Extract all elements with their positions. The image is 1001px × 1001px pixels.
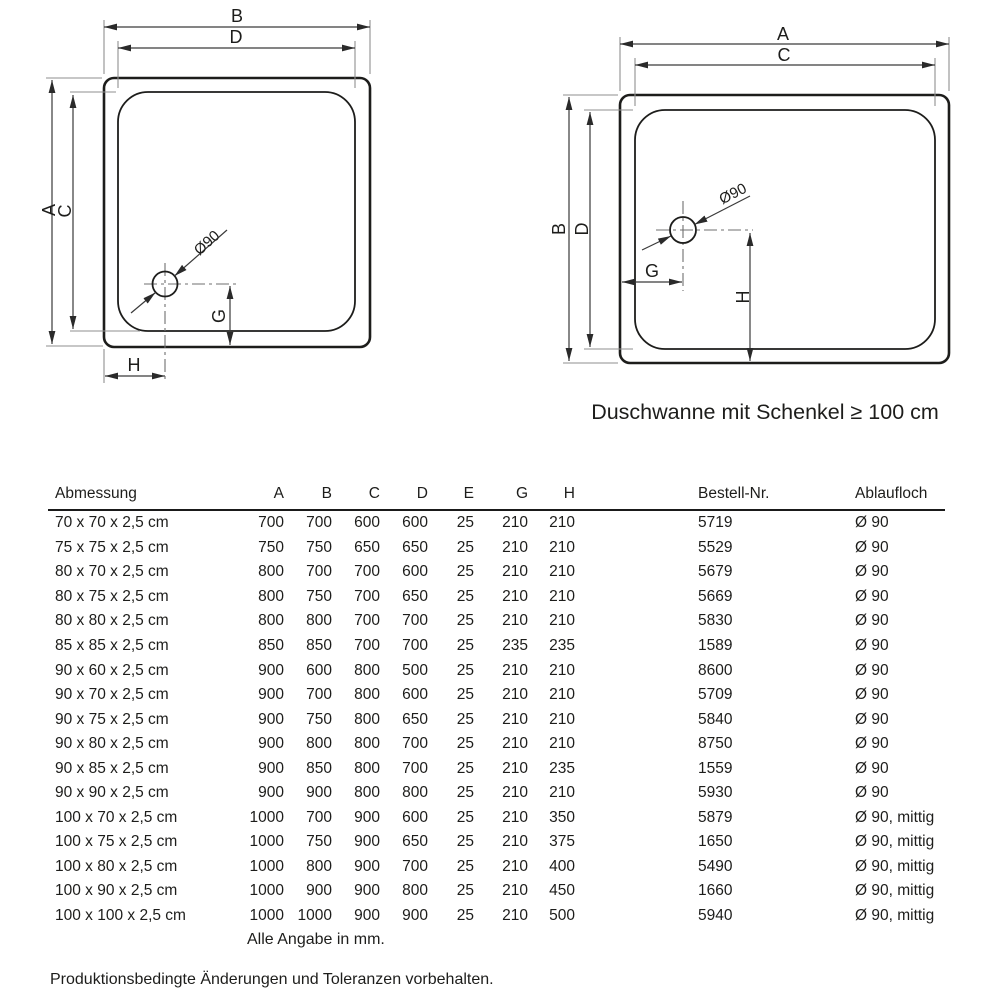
- table-cell: Ø 90: [855, 563, 889, 581]
- table-cell: 210: [502, 538, 528, 556]
- table-cell: 800: [306, 857, 332, 875]
- table-cell: 25: [456, 833, 474, 851]
- drain-symbol: [131, 230, 237, 383]
- dim-label-A: A: [776, 24, 790, 44]
- table-cell: 210: [549, 784, 575, 802]
- table-cell: 90 x 90 x 2,5 cm: [55, 784, 169, 802]
- table-cell: Ø 90: [855, 735, 889, 753]
- table-cell: Ø 90: [855, 637, 889, 654]
- dim-label-C: C: [55, 204, 75, 218]
- table-cell: 900: [258, 661, 284, 679]
- table-row: [48, 658, 945, 683]
- table-cell: 800: [402, 784, 428, 802]
- dimension-lines: [569, 44, 949, 361]
- table-cell: 700: [402, 857, 428, 875]
- table-cell: 700: [306, 686, 332, 704]
- table-cell: 5830: [698, 612, 733, 630]
- table-cell: 25: [456, 907, 474, 925]
- table-cell: 5930: [698, 784, 733, 802]
- table-cell: 700: [306, 563, 332, 581]
- table-cell: 25: [456, 587, 474, 605]
- table-cell: 350: [549, 808, 575, 826]
- table-cell: 600: [306, 661, 332, 679]
- disclaimer-text: Produktionsbedingte Änderungen und Toleranzen vorbehalten.: [50, 971, 494, 988]
- table-cell: 90 x 85 x 2,5 cm: [55, 759, 169, 777]
- column-header: C: [332, 482, 380, 510]
- dim-label-C: C: [777, 45, 791, 65]
- table-cell: 900: [354, 907, 380, 925]
- dim-label-H: H: [127, 355, 141, 375]
- dim-label-B: B: [230, 6, 244, 26]
- table-cell: 25: [456, 735, 474, 753]
- table-cell: 900: [354, 833, 380, 851]
- table-cell: 90 x 80 x 2,5 cm: [55, 735, 169, 753]
- table-cell: 1000: [249, 857, 284, 875]
- table-cell: 210: [549, 538, 575, 556]
- table-cell: 750: [306, 587, 332, 605]
- table-cell: 25: [456, 808, 474, 826]
- column-header: D: [380, 482, 428, 510]
- table-cell: 900: [354, 882, 380, 900]
- table-row: [48, 904, 945, 929]
- table-cell: 210: [502, 587, 528, 605]
- table-cell: Ø 90, mittig: [855, 833, 935, 851]
- table-row: [48, 585, 945, 610]
- table-cell: 800: [258, 612, 284, 630]
- table-row: [48, 510, 945, 536]
- table-cell: 900: [258, 710, 284, 728]
- table-cell: 25: [456, 686, 474, 704]
- table-cell: 800: [306, 612, 332, 630]
- table-cell: Ø 90: [855, 661, 889, 679]
- table-cell: 210: [549, 563, 575, 581]
- table-cell: Ø 90: [855, 612, 889, 630]
- table-cell: 210: [502, 661, 528, 679]
- table-cell: 800: [354, 784, 380, 802]
- table-cell: 800: [354, 710, 380, 728]
- dim-label-G: G: [644, 261, 660, 281]
- table-cell: 900: [258, 686, 284, 704]
- table-cell: 75 x 75 x 2,5 cm: [55, 538, 169, 556]
- drain-diameter-label: Ø90: [716, 179, 750, 209]
- table-cell: 1660: [698, 882, 733, 900]
- table-cell: 700: [402, 735, 428, 753]
- table-cell: 235: [549, 637, 575, 654]
- table-cell: Ø 90: [855, 538, 889, 556]
- table-cell: 500: [549, 907, 575, 925]
- table-cell: 25: [456, 612, 474, 630]
- table-cell: 25: [456, 563, 474, 581]
- table-cell: 210: [502, 710, 528, 728]
- table-cell: 850: [258, 637, 284, 654]
- table-cell: 900: [402, 907, 428, 925]
- table-row: [48, 707, 945, 732]
- dimensions-table: [48, 482, 945, 928]
- table-row: [48, 732, 945, 757]
- table-cell: 800: [354, 759, 380, 777]
- table-cell: 900: [306, 784, 332, 802]
- table-cell: 8750: [698, 735, 733, 753]
- table-cell: 235: [502, 637, 528, 654]
- table-cell: 1000: [249, 882, 284, 900]
- table-cell: 5709: [698, 686, 733, 704]
- table-cell: 25: [456, 759, 474, 777]
- table-cell: 5679: [698, 563, 733, 581]
- table-cell: 400: [549, 857, 575, 875]
- table-cell: 1650: [698, 833, 733, 851]
- column-header: G: [474, 482, 528, 510]
- table-cell: 900: [306, 882, 332, 900]
- table-cell: 210: [502, 907, 528, 925]
- table-row: [48, 634, 945, 659]
- table-cell: 210: [549, 661, 575, 679]
- table-cell: 750: [306, 833, 332, 851]
- table-row: [48, 609, 945, 634]
- table-cell: Ø 90, mittig: [855, 857, 935, 875]
- table-cell: 5669: [698, 587, 733, 605]
- table-cell: 25: [456, 710, 474, 728]
- table-cell: 1000: [297, 907, 332, 925]
- table-cell: 600: [402, 808, 428, 826]
- table-row: [48, 683, 945, 708]
- table-row: [48, 560, 945, 585]
- table-cell: 100 x 100 x 2,5 cm: [55, 907, 186, 925]
- drain-diameter-label: Ø90: [190, 227, 224, 259]
- table-cell: 210: [502, 514, 528, 532]
- table-cell: 5719: [698, 514, 733, 532]
- units-footnote: Alle Angabe in mm.: [247, 931, 385, 948]
- table-cell: 700: [258, 514, 284, 532]
- table-cell: 25: [456, 514, 474, 532]
- table-cell: 8600: [698, 661, 733, 679]
- table-cell: 900: [258, 735, 284, 753]
- table-cell: 70 x 70 x 2,5 cm: [55, 514, 169, 532]
- square-tray-drawing: [39, 6, 370, 383]
- table-cell: 5840: [698, 710, 733, 728]
- table-cell: 25: [456, 538, 474, 556]
- table-cell: 210: [502, 808, 528, 826]
- table-cell: 100 x 70 x 2,5 cm: [55, 808, 178, 826]
- table-cell: 100 x 80 x 2,5 cm: [55, 857, 178, 875]
- table-cell: 750: [306, 538, 332, 556]
- table-cell: 800: [258, 587, 284, 605]
- column-header: E: [428, 482, 474, 510]
- table-cell: 750: [258, 538, 284, 556]
- table-cell: 210: [549, 710, 575, 728]
- table-cell: 650: [402, 710, 428, 728]
- table-cell: 900: [258, 784, 284, 802]
- column-header: Bestell-Nr.: [575, 482, 845, 510]
- table-cell: 500: [402, 661, 428, 679]
- table-cell: 25: [456, 857, 474, 875]
- table-cell: Ø 90, mittig: [855, 808, 935, 826]
- table-cell: Ø 90: [855, 686, 889, 704]
- dim-label-D: D: [572, 222, 592, 236]
- table-cell: 800: [258, 563, 284, 581]
- table-cell: 650: [402, 587, 428, 605]
- column-header: Ablaufloch: [845, 482, 945, 510]
- table-cell: 210: [502, 735, 528, 753]
- table-cell: 600: [402, 686, 428, 704]
- table-cell: 700: [354, 563, 380, 581]
- table-cell: 25: [456, 784, 474, 802]
- table-cell: 85 x 85 x 2,5 cm: [55, 637, 169, 654]
- table-cell: 375: [549, 833, 575, 851]
- table-cell: 850: [306, 759, 332, 777]
- table-cell: 80 x 80 x 2,5 cm: [55, 612, 169, 630]
- table-cell: 5529: [698, 538, 733, 556]
- table-cell: 650: [402, 833, 428, 851]
- table-cell: 800: [306, 735, 332, 753]
- table-cell: 900: [354, 857, 380, 875]
- table-cell: 235: [549, 759, 575, 777]
- table-cell: 80 x 70 x 2,5 cm: [55, 563, 169, 581]
- tray-inner-outline: [118, 92, 355, 331]
- table-cell: 1000: [249, 808, 284, 826]
- dim-label-D: D: [229, 27, 243, 47]
- table-cell: 700: [354, 612, 380, 630]
- tray-outer-outline: [104, 78, 370, 347]
- table-cell: 210: [549, 587, 575, 605]
- table-cell: 900: [354, 808, 380, 826]
- table-cell: 700: [402, 612, 428, 630]
- column-header: Abmessung: [48, 482, 240, 510]
- table-cell: Ø 90: [855, 710, 889, 728]
- table-cell: 800: [354, 661, 380, 679]
- table-cell: 210: [502, 857, 528, 875]
- table-cell: 600: [402, 514, 428, 532]
- table-cell: 210: [549, 514, 575, 532]
- table-cell: 80 x 75 x 2,5 cm: [55, 587, 169, 605]
- dim-label-G: G: [209, 308, 229, 324]
- table-cell: 600: [402, 563, 428, 581]
- table-cell: 90 x 60 x 2,5 cm: [55, 661, 169, 679]
- table-cell: 800: [402, 882, 428, 900]
- table-cell: 700: [306, 514, 332, 532]
- table-cell: 210: [502, 612, 528, 630]
- table-cell: 25: [456, 661, 474, 679]
- table-cell: 100 x 75 x 2,5 cm: [55, 833, 178, 851]
- table-row: [48, 536, 945, 561]
- column-header: B: [284, 482, 332, 510]
- table-cell: 900: [258, 759, 284, 777]
- table-cell: 5490: [698, 857, 733, 875]
- column-header: H: [528, 482, 575, 510]
- table-cell: 700: [402, 637, 428, 654]
- table-cell: 25: [456, 637, 474, 654]
- dim-label-H: H: [733, 290, 753, 304]
- table-cell: 700: [306, 808, 332, 826]
- table-cell: 210: [549, 735, 575, 753]
- table-cell: 650: [354, 538, 380, 556]
- table-cell: 210: [549, 686, 575, 704]
- table-cell: 600: [354, 514, 380, 532]
- table-cell: 850: [306, 637, 332, 654]
- right-diagram-caption: Duschwanne mit Schenkel ≥ 100 cm: [591, 400, 939, 424]
- table-header-row: [48, 482, 945, 510]
- table-cell: 800: [354, 686, 380, 704]
- table-cell: 90 x 75 x 2,5 cm: [55, 710, 169, 728]
- table-cell: 210: [502, 882, 528, 900]
- table-cell: 210: [502, 759, 528, 777]
- rectangular-tray-drawing: [549, 24, 949, 363]
- table-row: [48, 879, 945, 904]
- table-cell: 1000: [249, 833, 284, 851]
- table-cell: Ø 90, mittig: [855, 907, 935, 925]
- dim-label-B: B: [549, 222, 569, 236]
- table-cell: 800: [354, 735, 380, 753]
- table-cell: 210: [502, 686, 528, 704]
- table-cell: 100 x 90 x 2,5 cm: [55, 882, 178, 900]
- table-cell: 450: [549, 882, 575, 900]
- table-cell: 210: [502, 784, 528, 802]
- table-cell: 700: [402, 759, 428, 777]
- extension-lines: [46, 20, 370, 383]
- table-cell: 700: [354, 587, 380, 605]
- table-cell: Ø 90: [855, 514, 889, 532]
- table-cell: 750: [306, 710, 332, 728]
- table-cell: Ø 90, mittig: [855, 882, 935, 900]
- table-cell: Ø 90: [855, 784, 889, 802]
- table-cell: 90 x 70 x 2,5 cm: [55, 686, 169, 704]
- table-cell: 1559: [698, 759, 733, 777]
- table-body: [48, 510, 945, 928]
- table-cell: 700: [354, 637, 380, 654]
- table-row: [48, 806, 945, 831]
- table-header: [48, 482, 945, 510]
- table-row: [48, 781, 945, 806]
- table-row: [48, 756, 945, 781]
- table-cell: 1589: [698, 637, 733, 654]
- table-cell: 650: [402, 538, 428, 556]
- table-cell: Ø 90: [855, 587, 889, 605]
- table-cell: 5879: [698, 808, 733, 826]
- table-cell: 210: [549, 612, 575, 630]
- dim-label-A: A: [39, 203, 59, 217]
- table-cell: 5940: [698, 907, 733, 925]
- table-cell: 25: [456, 882, 474, 900]
- table-cell: 210: [502, 563, 528, 581]
- table-cell: 210: [502, 833, 528, 851]
- table-row: [48, 830, 945, 855]
- table-cell: Ø 90: [855, 759, 889, 777]
- table-cell: 1000: [249, 907, 284, 925]
- table-row: [48, 855, 945, 880]
- column-header: A: [240, 482, 284, 510]
